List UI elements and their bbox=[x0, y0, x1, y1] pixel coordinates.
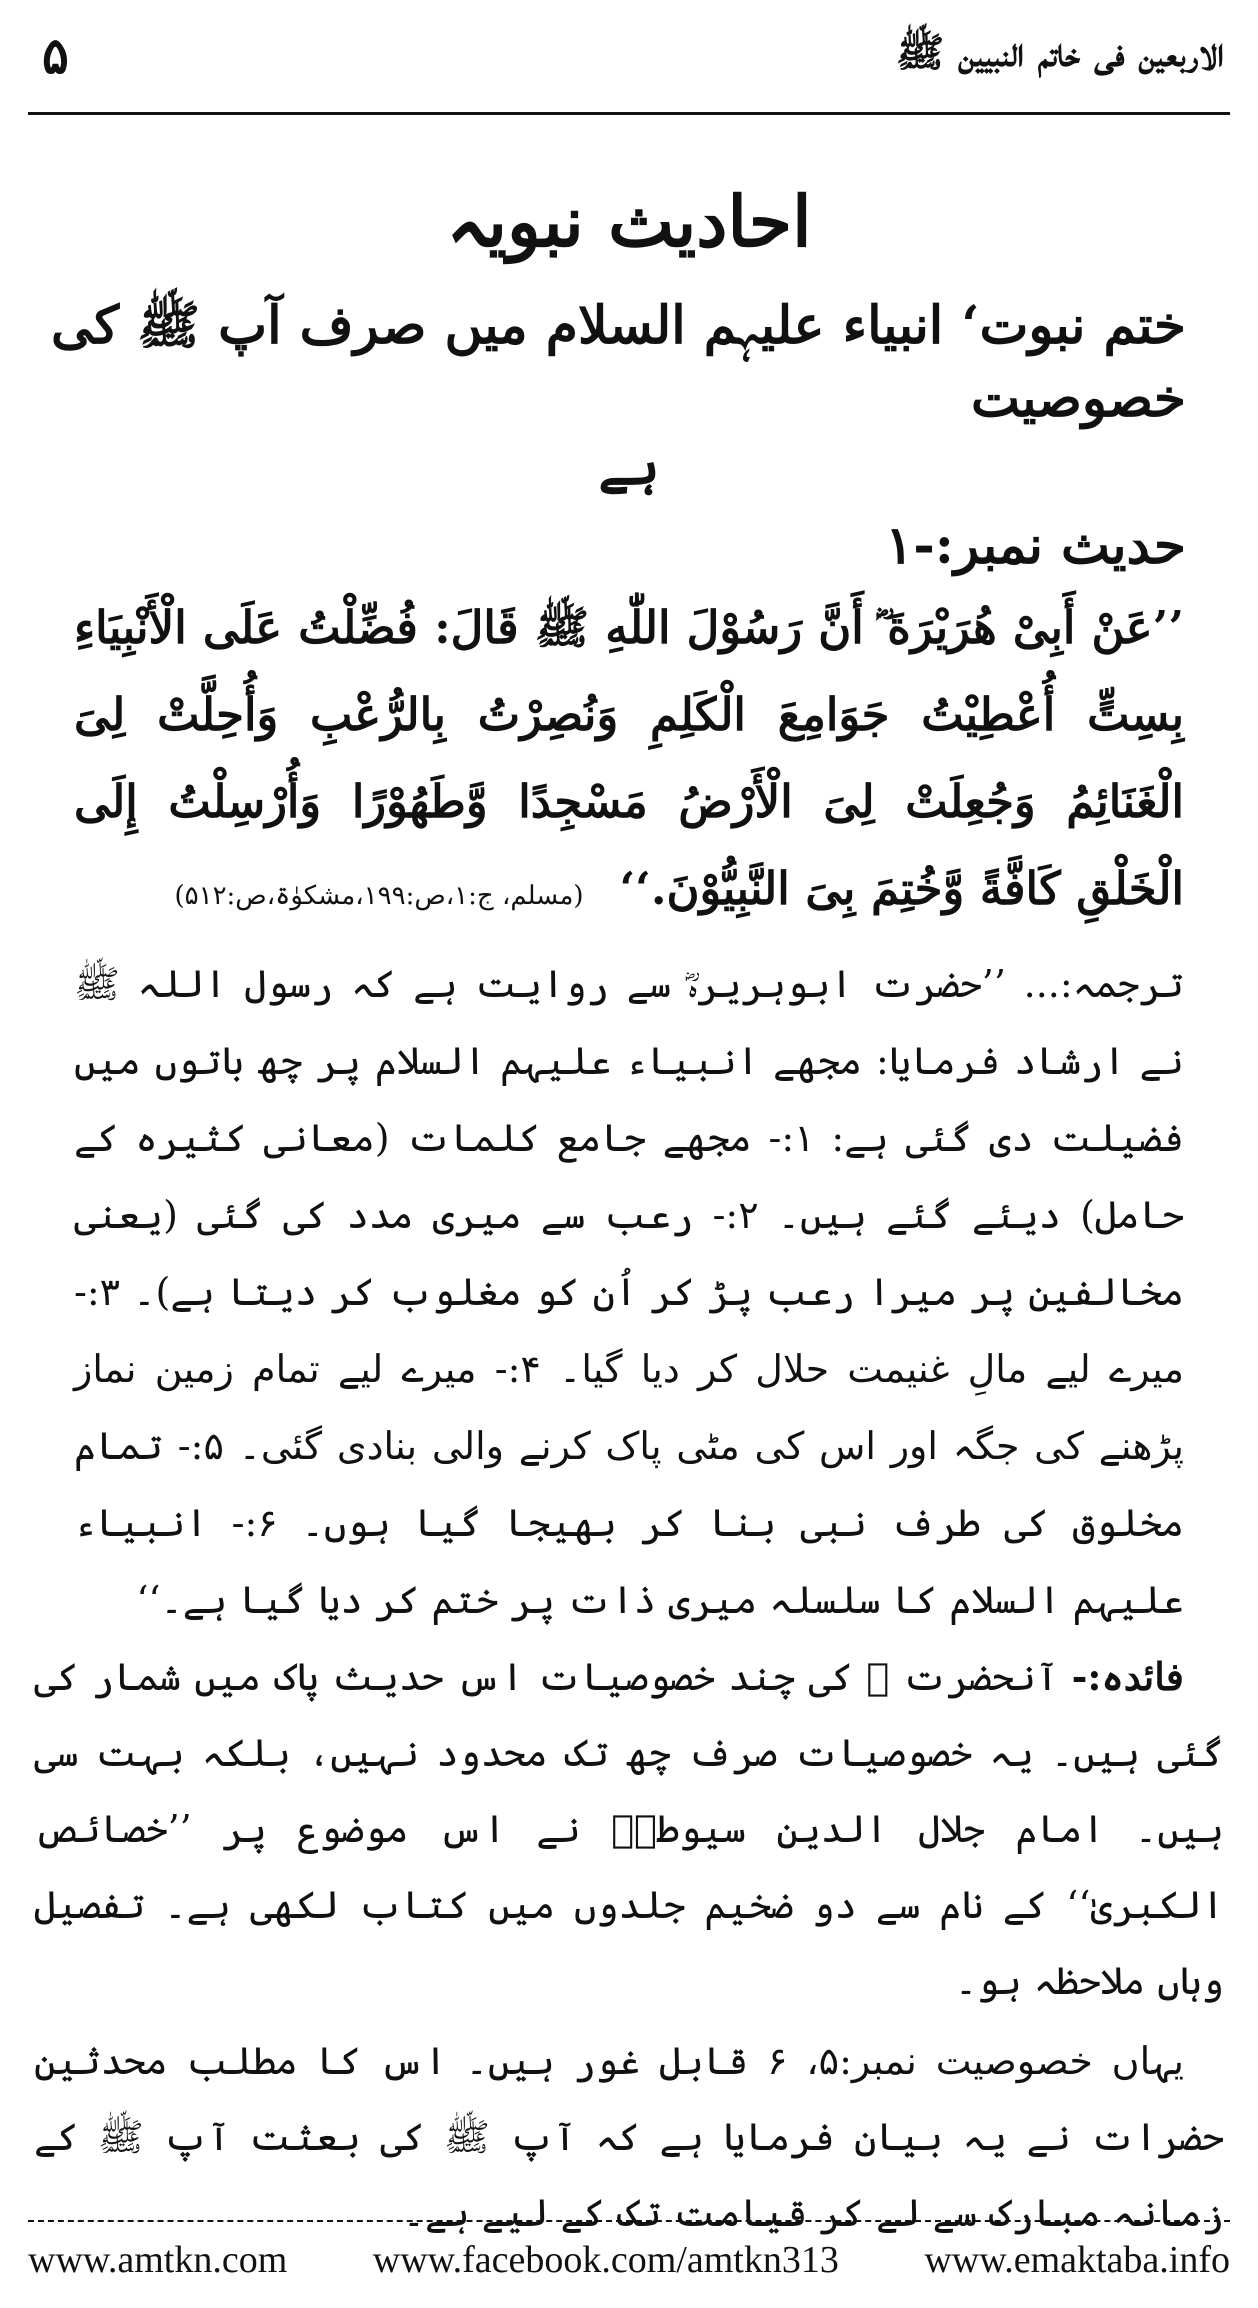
page-header bbox=[28, 18, 1230, 110]
hadith-arabic-text bbox=[34, 584, 1224, 940]
translation-text: ’’حضرت ابوہریرہؓ سے روایت ہے کہ رسول اللہ ﷺ نے ارشاد فرمایا: مجھے انبیاء علیہم السلام پر چھ باتوں میں فضیلت دی گئی ہے: ۱:- مجھے جامع کلمات (معانی کثیرہ کے حامل) دیئے گئے ہیں۔ ۲:- رعب سے میری مدد کی گئی (یعنی مخالفین پر میرا رعب پڑ کر اُن کو مغلوب کر دیتا ہے)۔ ۳:- میرے لیے مالِ غنیمت حلال کر دیا گیا۔ ۴:- میرے لیے تمام زمین نماز پڑھنے کی جگہ اور اس کی مٹی پاک کرنے والی بنادی گئی۔ ۵:- تمام مخلوق کی طرف نبی بنا کر بھیجا گیا ہوں۔ ۶:- انبیاء علیہم السلام کا سلسلہ میری ذات پر ختم کر دیا گیا ہے۔‘‘ bbox=[74, 961, 1185, 1622]
footer-link-amtkn[interactable]: www.amtkn.com bbox=[28, 2239, 288, 2281]
chapter-subtitle-continuation: ہے bbox=[598, 435, 660, 497]
running-title: الاربعین فی خاتم النبیین ﷺ bbox=[895, 29, 1224, 76]
hadith-citation: (مسلم، ج:۱،ص:۱۹۹،مشکوٰۃ،ص:۵۱۲) bbox=[174, 880, 584, 911]
page-content bbox=[34, 180, 1224, 2251]
page-number: ۵ bbox=[42, 26, 69, 85]
footer-divider bbox=[28, 2220, 1230, 2222]
conclusion-text: یہاں خصوصیت نمبر:۵، ۶ قابل غور ہیں۔ اس کا مطلب محدثین حضرات نے یہ بیان فرمایا ہے کہ آپ ﷺ کی بعثت آپ ﷺ کے زمانہ مبارک سے لے کر قیامت تک کے لیے ہے۔ bbox=[34, 2038, 1224, 2235]
translation-label: ترجمہ:... bbox=[1023, 961, 1184, 1006]
benefit-paragraph bbox=[34, 1639, 1224, 2019]
footer-link-emaktaba[interactable]: www.emaktaba.info bbox=[924, 2239, 1230, 2281]
benefit-text: آنحضرت ﷺ کی چند خصوصیات اس حدیث پاک میں شمار کی گئی ہیں۔ یہ خصوصیات صرف چھ تک محدود نہیں، بلکہ بہت سی ہیں۔ امام جلال الدین سیوطیؒ نے اس موضوع پر ’’خصائص الکبریٰ‘‘ کے نام سے دو ضخیم جلدوں میں کتاب لکھی ہے۔ تفصیل وہاں ملاحظہ ہو۔ bbox=[34, 1654, 1224, 2003]
header-divider bbox=[28, 112, 1230, 115]
footer-link-facebook[interactable]: www.facebook.com/amtkn313 bbox=[372, 2239, 839, 2281]
hadith-translation bbox=[34, 940, 1224, 1639]
conclusion-paragraph bbox=[34, 2019, 1224, 2251]
chapter-subtitle: ختم نبوت‘ انبیاء علیہم السلام میں صرف آپ ﷺ کی خصوصیت bbox=[51, 295, 1186, 429]
section-title: احادیث نبویہ bbox=[446, 180, 812, 263]
benefit-label: فائدہ:- bbox=[1071, 1653, 1184, 1699]
page-footer bbox=[28, 2235, 1230, 2285]
hadith-number: حدیث نمبر:-۱ bbox=[885, 514, 1186, 576]
arabic-text: ’’عَنْ أَبِیْ هُرَیْرَةَ ؓ أَنَّ رَسُوْلَ اللّٰهِ ﷺ قَالَ: فُضِّلْتُ عَلَى الْأَنْبِیَاءِ بِسِتٍّ أُعْطِیْتُ جَوَامِعَ الْکَلِمِ وَنُصِرْتُ بِالرُّعْبِ وَأُحِلَّتْ لِیَ الْغَنَائِمُ وَجُعِلَتْ لِیَ الْأَرْضُ مَسْجِدًا وَّطَهُوْرًا وَأُرْسِلْتُ إِلَى الْخَلْقِ کَافَّةً وَّخُتِمَ بِیَ النَّبِیُّوْنَ.‘‘ bbox=[74, 600, 1184, 915]
